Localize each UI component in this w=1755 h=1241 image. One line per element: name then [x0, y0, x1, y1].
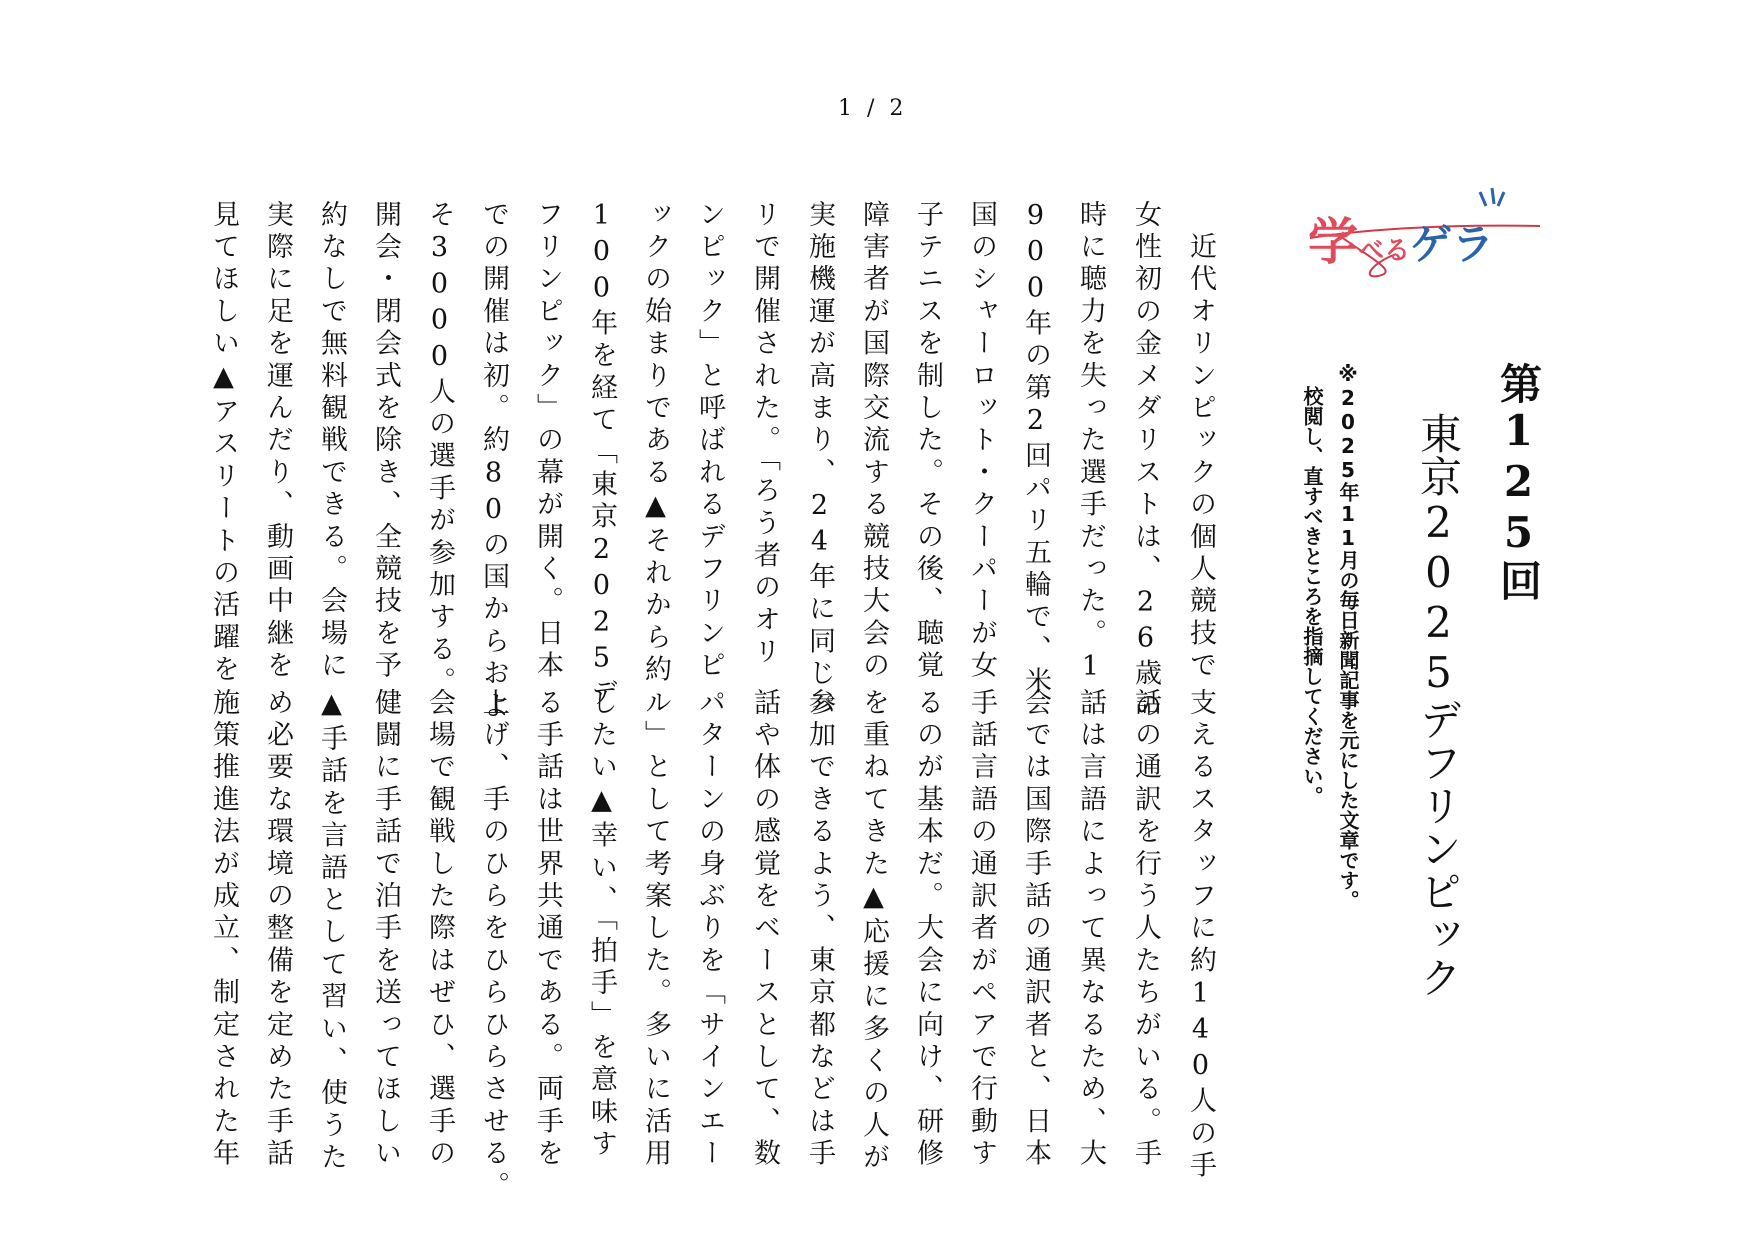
text-line: 時に聴力を失った選手だった。1 [1075, 200, 1106, 687]
text-line: 話は言語によって異なるため、大 [1075, 688, 1106, 1171]
text-line: め必要な環境の整備を定めた手話 [262, 688, 293, 1171]
text-line: 健闘に手話で泊手を送ってほしい [370, 688, 401, 1171]
note-source: ※2025年11月の毎日新聞記事を元にした文章です。 [1336, 362, 1360, 910]
logo-text-gera: ゲラ [1410, 220, 1495, 269]
text-line: るのが基本だ。大会に向け、研修 [912, 688, 943, 1171]
text-line: ▲手話を言語として習い、使うた [316, 688, 347, 1175]
text-line: 開会・閉会式を除き、全競技を予 [370, 200, 401, 683]
manaberu-gera-logo [1300, 180, 1550, 290]
text-line: 約なしで無料観戦できる。会場に [316, 200, 347, 683]
text-line: を重ねてきた▲応援に多くの人が [858, 688, 889, 1175]
article-title: 東京2025デフリンピック [1414, 412, 1463, 999]
text-line: 見てほしい▲アスリートの活躍を [208, 200, 239, 687]
text-line: 国のシャーロット・クーパーが女 [966, 200, 997, 683]
text-line: 話の通訳を行う人たちがいる。手 [1130, 688, 1161, 1171]
text-line: 900年の第2回パリ五輪で、米 [1020, 200, 1051, 699]
text-line: 施策推進法が成立、制定された年 [208, 688, 239, 1171]
text-line: 上げ、手のひらをひらひらさせる。 [478, 688, 509, 1204]
text-line: 実施機運が高まり、24年に同じパ [804, 200, 835, 724]
text-line: フリンピック」の幕が開く。日本 [532, 200, 563, 683]
text-line: パターンの身ぶりを「サインエー [694, 688, 725, 1171]
text-line: 近代オリンピックの個人競技で [1185, 200, 1216, 683]
text-line: ル」として考案した。多いに活用 [640, 688, 671, 1171]
text-line: る手話は世界共通である。両手を [532, 688, 563, 1171]
logo-text-beru: べる [1358, 236, 1411, 266]
text-line: 手話言語の通訳者がペアで行動す [966, 688, 997, 1171]
text-line: 話や体の感覚をベースとして、数 [749, 688, 780, 1171]
text-line: ックの始まりである▲それから約 [640, 200, 671, 687]
logo-text-manabu: 学 [1308, 213, 1358, 271]
text-line: 支えるスタッフに約140人の手 [1185, 688, 1216, 1183]
text-line: 100年を経て「東京2025デ [586, 200, 617, 711]
text-line: 実際に足を運んだり、動画中継を [262, 200, 293, 683]
text-line: 会場で観戦した際はぜひ、選手の [424, 688, 455, 1171]
note-instruction: 校閲し、直すべきところを指摘してください。 [1300, 386, 1324, 806]
page-number: 1 / 2 [838, 96, 908, 121]
text-line: 子テニスを制した。その後、聴覚 [912, 200, 943, 683]
text-line: リで開催された。「ろう者のオリ [749, 200, 780, 670]
text-line: 障害者が国際交流する競技大会の [858, 200, 889, 683]
issue-number: 第125回 [1494, 362, 1543, 603]
text-line: での開催は初。約80の国からおよ [478, 200, 509, 724]
text-line: 会では国際手話の通訳者と、日本 [1020, 688, 1051, 1171]
text-line: したい▲幸い、「拍手」を意味す [586, 688, 617, 1162]
text-line: 参加できるよう、東京都などは手 [804, 688, 835, 1171]
text-line: そ3000人の選手が参加する。 [424, 200, 455, 699]
text-line: 女性初の金メダリストは、26歳の [1130, 200, 1161, 724]
text-line: ンピック」と呼ばれるデフリンピ [694, 200, 725, 683]
